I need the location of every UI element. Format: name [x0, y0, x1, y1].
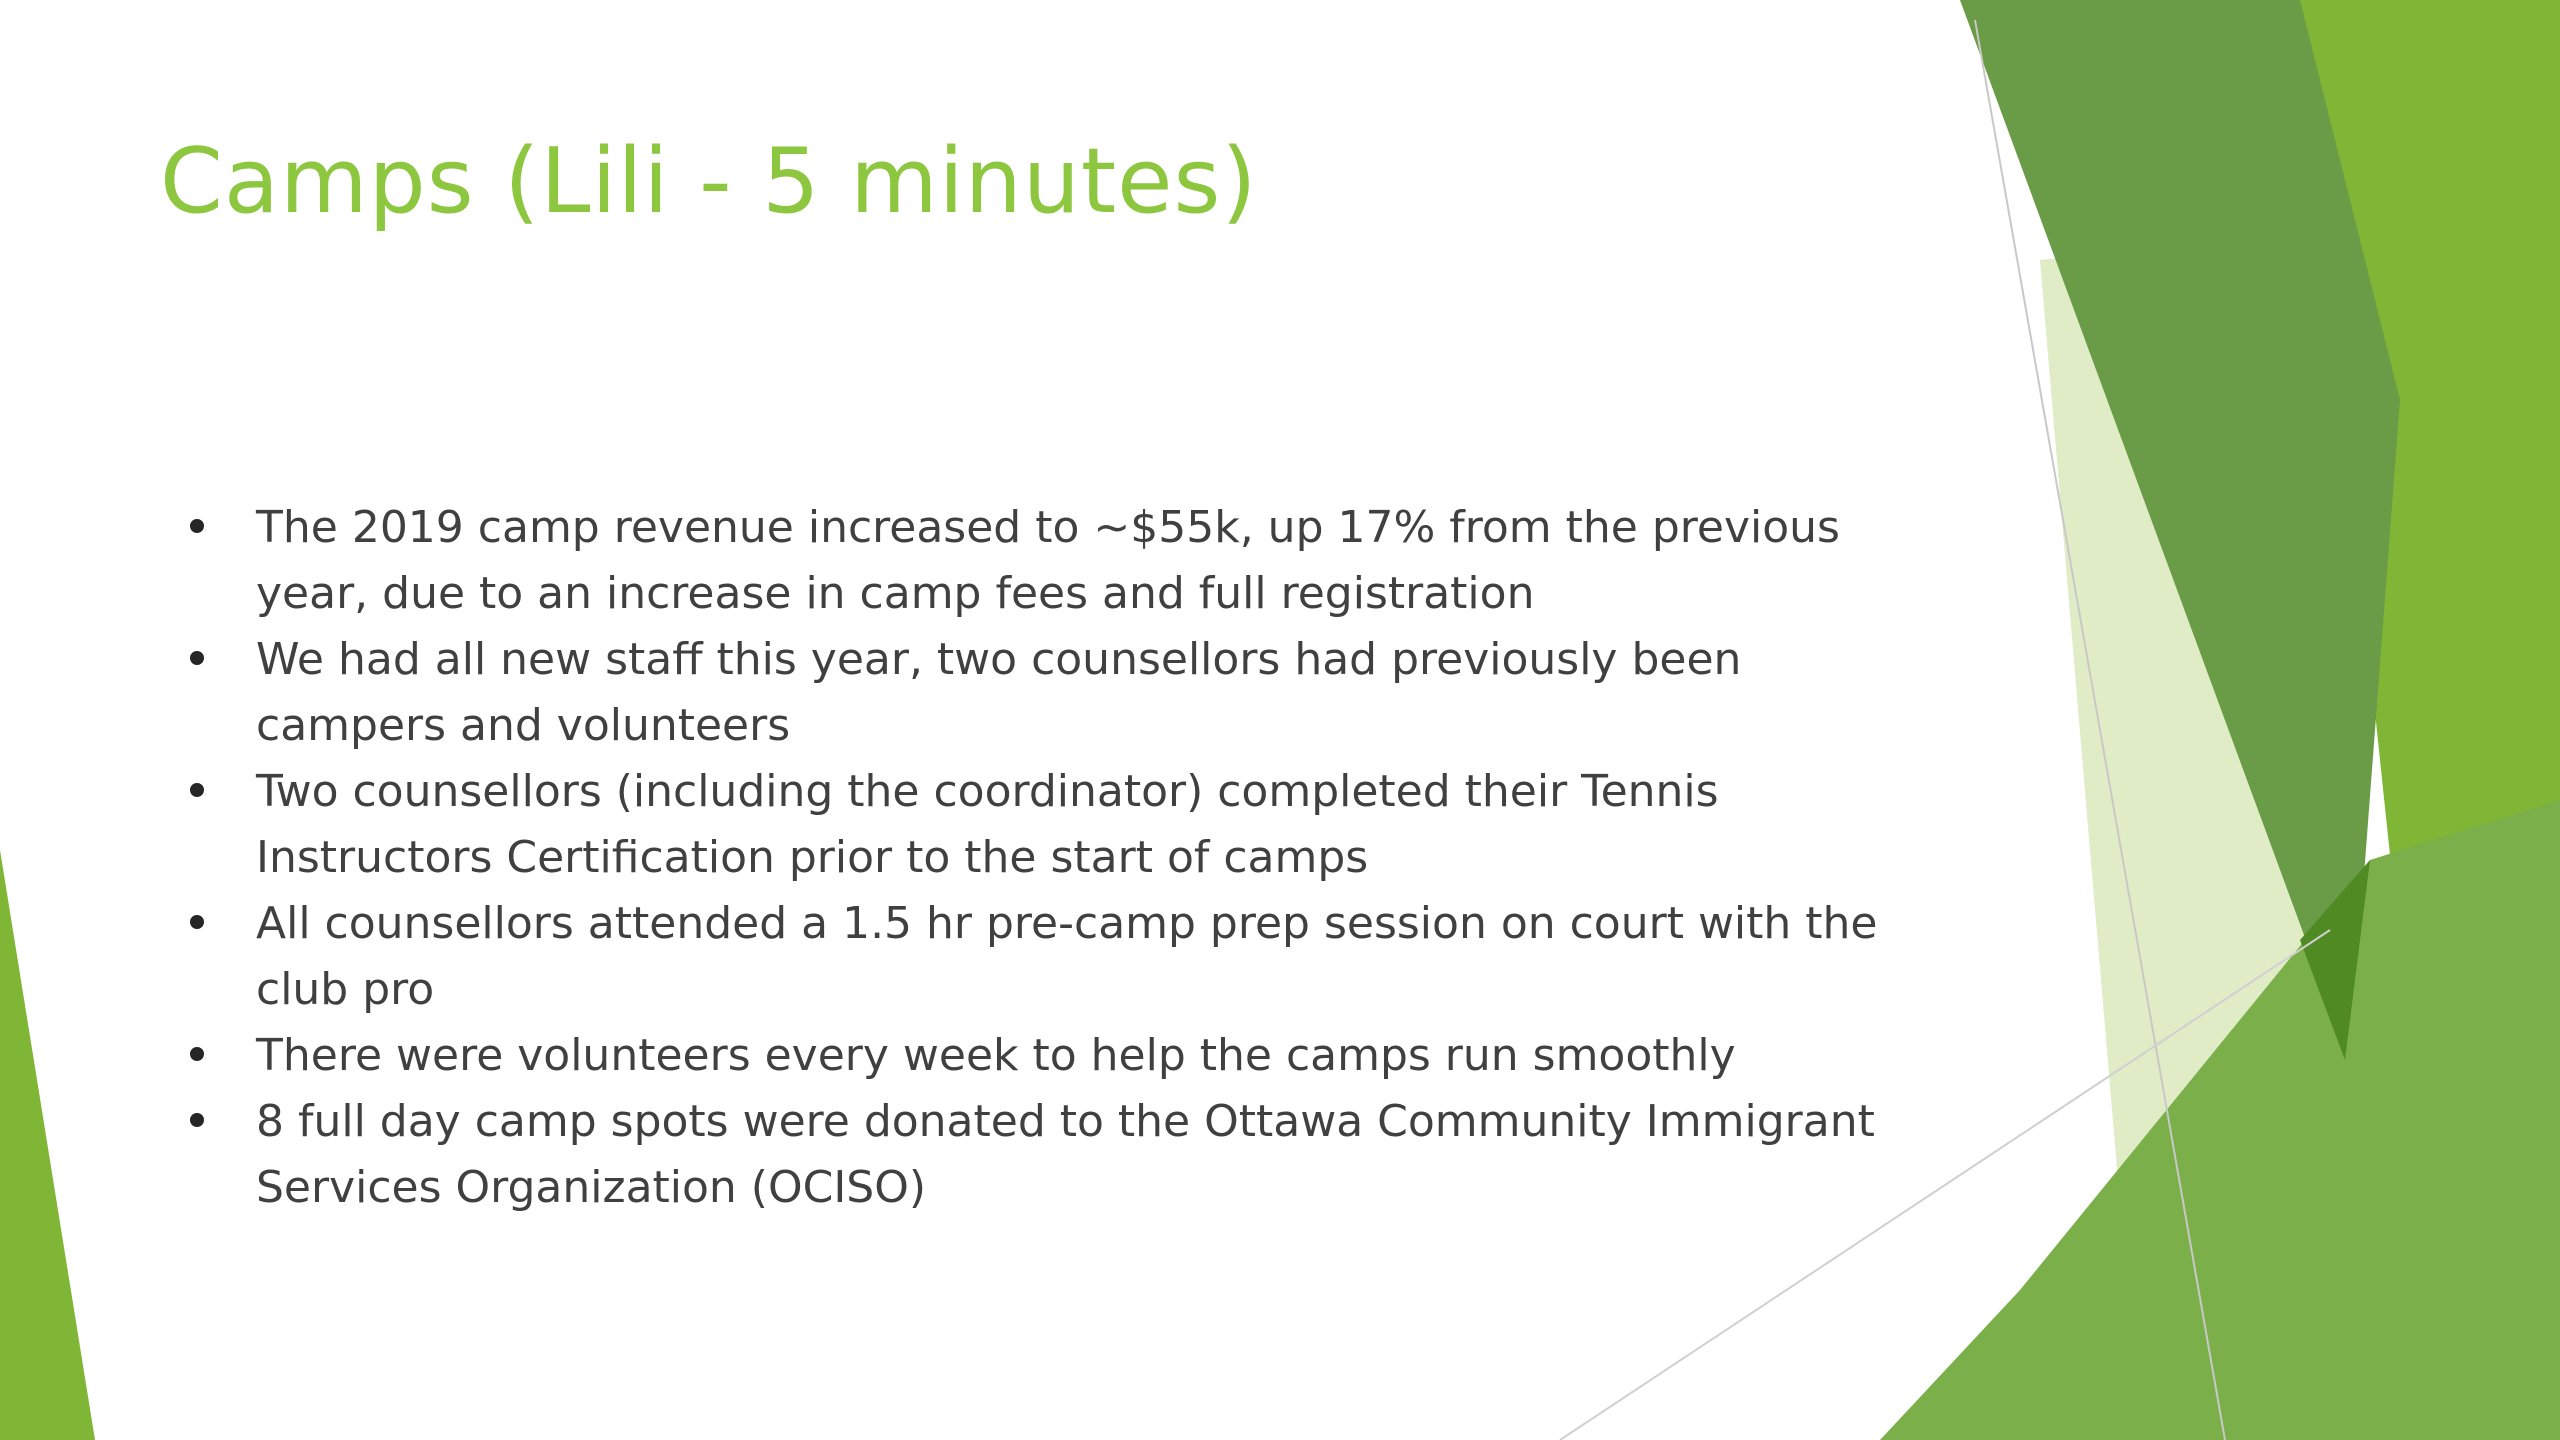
left-accent-shape — [0, 850, 95, 1440]
list-item-text: We had all new staff this year, two counsellors had previously been campers and volunteers — [256, 634, 1742, 751]
list-item-text: The 2019 camp revenue increased to ~$55k, up 17% from the previous year, due to an increase in camp fees and full registration — [256, 502, 1840, 619]
bullet-icon — [190, 1047, 204, 1061]
bullet-list — [190, 495, 1940, 1221]
bullet-icon — [190, 519, 204, 533]
list-item — [190, 495, 1940, 627]
list-item-text: Two counsellors (including the coordinator) completed their Tennis Instructors Certification prior to the start of camps — [256, 766, 1719, 883]
slide-title: Camps (Lili - 5 minutes) — [160, 129, 1258, 234]
bullet-icon — [190, 651, 204, 665]
list-item — [190, 1089, 1940, 1221]
list-item-text: 8 full day camp spots were donated to the Ottawa Community Immigrant Services Organization (OCISO) — [256, 1096, 1875, 1213]
bullet-icon — [190, 915, 204, 929]
list-item — [190, 1023, 1940, 1089]
list-item — [190, 759, 1940, 891]
bullet-icon — [190, 783, 204, 797]
list-item — [190, 891, 1940, 1023]
list-item — [190, 627, 1940, 759]
list-item-text: There were volunteers every week to help the camps run smoothly — [256, 1030, 1736, 1081]
list-item-text: All counsellors attended a 1.5 hr pre-camp prep session on court with the club pro — [256, 898, 1878, 1015]
bullet-icon — [190, 1113, 204, 1127]
